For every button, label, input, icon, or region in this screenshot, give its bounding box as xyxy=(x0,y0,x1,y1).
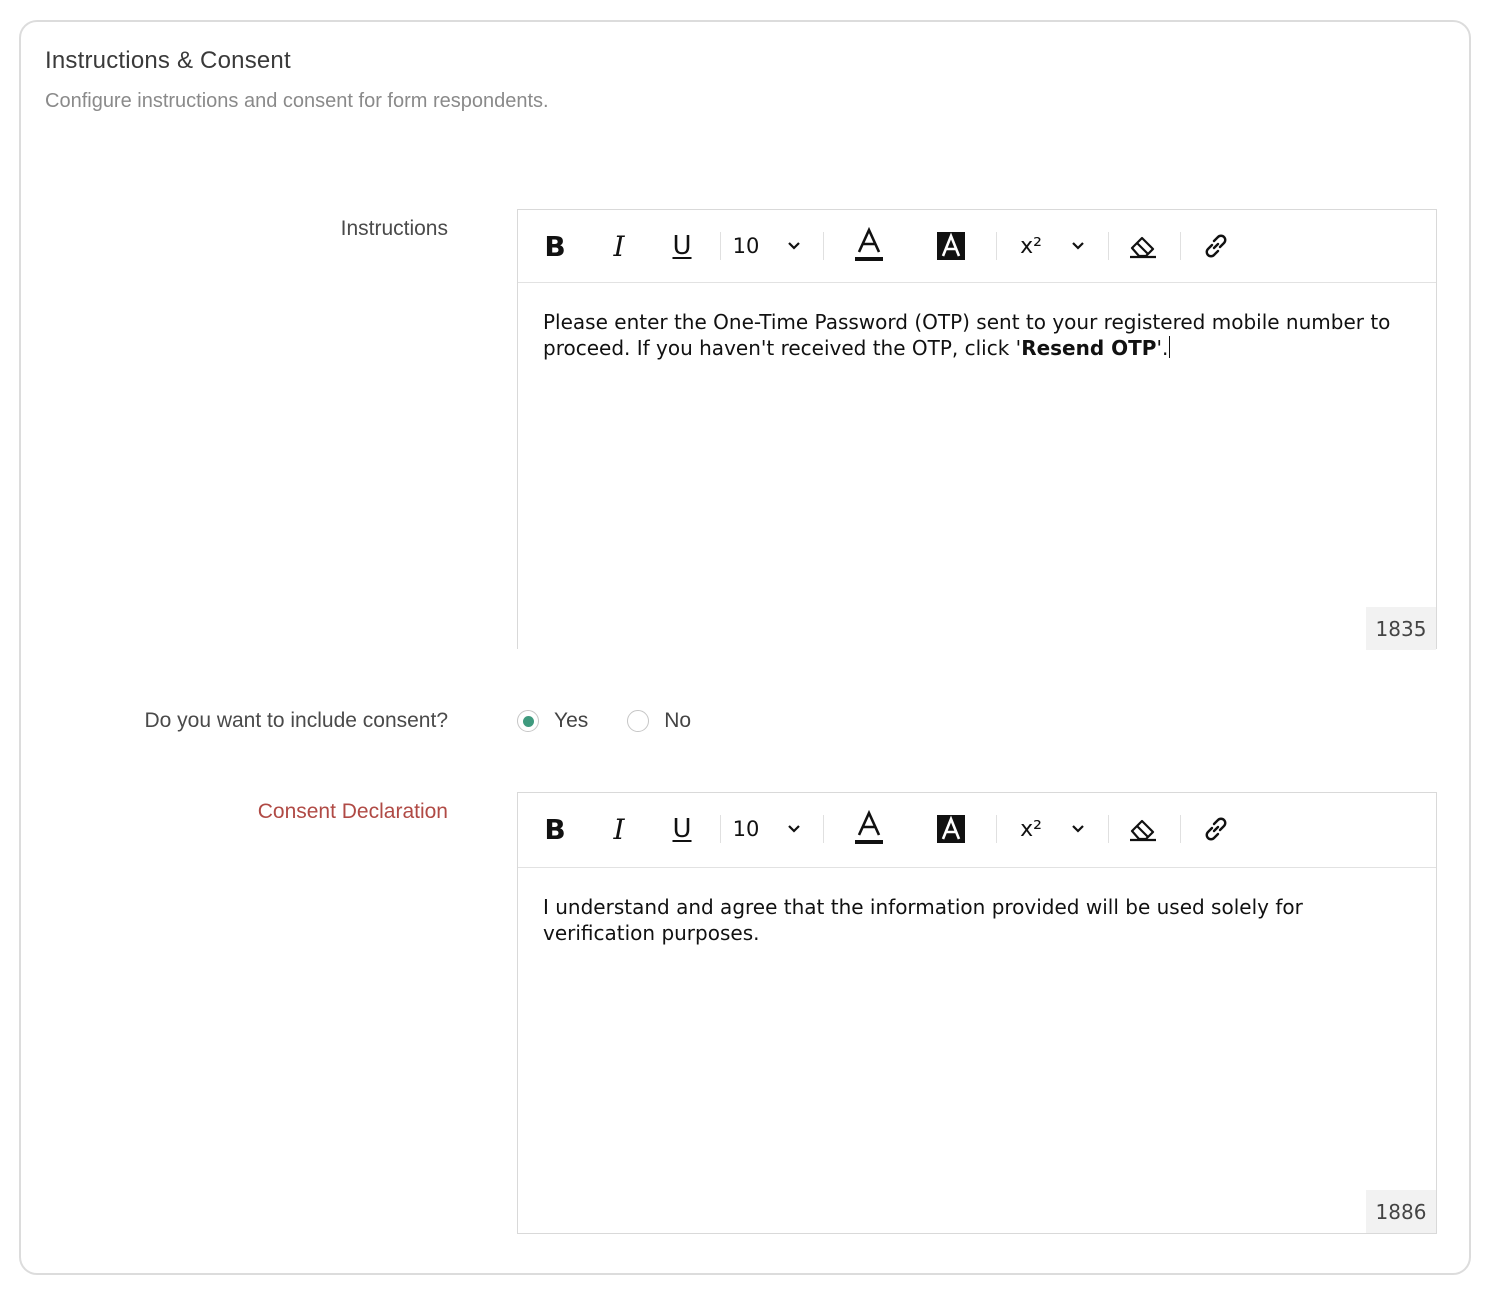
superscript-dropdown[interactable] xyxy=(1068,210,1088,282)
chevron-down-icon xyxy=(1071,824,1085,834)
consent-declaration-label: Consent Declaration xyxy=(257,800,448,823)
instructions-char-counter: 1835 xyxy=(1366,607,1436,650)
instructions-editor xyxy=(517,209,1437,649)
highlight-button[interactable] xyxy=(936,210,966,282)
consent-text-area[interactable]: I understand and agree that the information provided will be used solely for verification purposes. xyxy=(543,895,1303,945)
clear-format-button[interactable] xyxy=(1128,793,1158,865)
italic-icon: I xyxy=(613,812,625,846)
text-color-icon xyxy=(854,809,884,849)
consent-radio-group xyxy=(517,707,691,735)
bold-button[interactable] xyxy=(542,210,568,282)
text-caret xyxy=(1169,336,1170,358)
superscript-icon: x² xyxy=(1020,233,1042,259)
font-size-dropdown[interactable] xyxy=(784,793,804,865)
font-size-dropdown[interactable] xyxy=(784,210,804,282)
clear-format-button[interactable] xyxy=(1128,210,1158,282)
instructions-consent-card xyxy=(19,20,1471,1275)
consent-toolbar xyxy=(518,793,1436,868)
highlight-button[interactable] xyxy=(936,793,966,865)
chevron-down-icon xyxy=(1071,241,1085,251)
font-size-value[interactable]: 10 xyxy=(732,234,760,258)
instructions-text-area[interactable]: Please enter the One-Time Password (OTP) sent to your registered mobile number to proceed. If you haven't received the OTP, click 'Resend OTP'. xyxy=(543,310,1391,360)
consent-declaration-editor xyxy=(517,792,1437,1234)
superscript-icon: x² xyxy=(1020,816,1042,842)
italic-button[interactable] xyxy=(606,210,632,282)
link-icon xyxy=(1202,815,1230,843)
bold-icon: B xyxy=(544,229,566,263)
link-button[interactable] xyxy=(1201,210,1231,282)
highlight-icon xyxy=(937,815,965,843)
text-color-button[interactable] xyxy=(853,793,885,865)
superscript-button[interactable] xyxy=(1016,210,1046,282)
link-button[interactable] xyxy=(1201,793,1231,865)
underline-button[interactable] xyxy=(669,210,695,282)
chevron-down-icon xyxy=(787,241,801,251)
italic-button[interactable] xyxy=(606,793,632,865)
card-subtitle: Configure instructions and consent for form respondents. xyxy=(45,90,549,112)
consent-no-label[interactable]: No xyxy=(664,709,692,732)
bold-button[interactable] xyxy=(542,793,568,865)
card-title: Instructions & Consent xyxy=(45,47,291,74)
font-size-value[interactable]: 10 xyxy=(732,817,760,841)
italic-icon: I xyxy=(613,229,625,263)
text-color-button[interactable] xyxy=(853,210,885,282)
superscript-button[interactable] xyxy=(1016,793,1046,865)
underline-button[interactable] xyxy=(669,793,695,865)
instructions-label: Instructions xyxy=(340,217,448,240)
eraser-icon xyxy=(1129,233,1157,259)
consent-yes-radio[interactable] xyxy=(517,710,539,732)
underline-icon: U xyxy=(672,814,692,844)
consent-yes-label[interactable]: Yes xyxy=(554,709,589,732)
highlight-icon xyxy=(937,232,965,260)
consent-char-counter: 1886 xyxy=(1366,1190,1436,1233)
consent-question-label: Do you want to include consent? xyxy=(144,709,448,732)
superscript-dropdown[interactable] xyxy=(1068,793,1088,865)
underline-icon: U xyxy=(672,231,692,261)
text-color-icon xyxy=(854,226,884,266)
eraser-icon xyxy=(1129,816,1157,842)
chevron-down-icon xyxy=(787,824,801,834)
instructions-toolbar xyxy=(518,210,1436,283)
consent-no-radio[interactable] xyxy=(627,710,649,732)
bold-icon: B xyxy=(544,812,566,846)
link-icon xyxy=(1202,232,1230,260)
